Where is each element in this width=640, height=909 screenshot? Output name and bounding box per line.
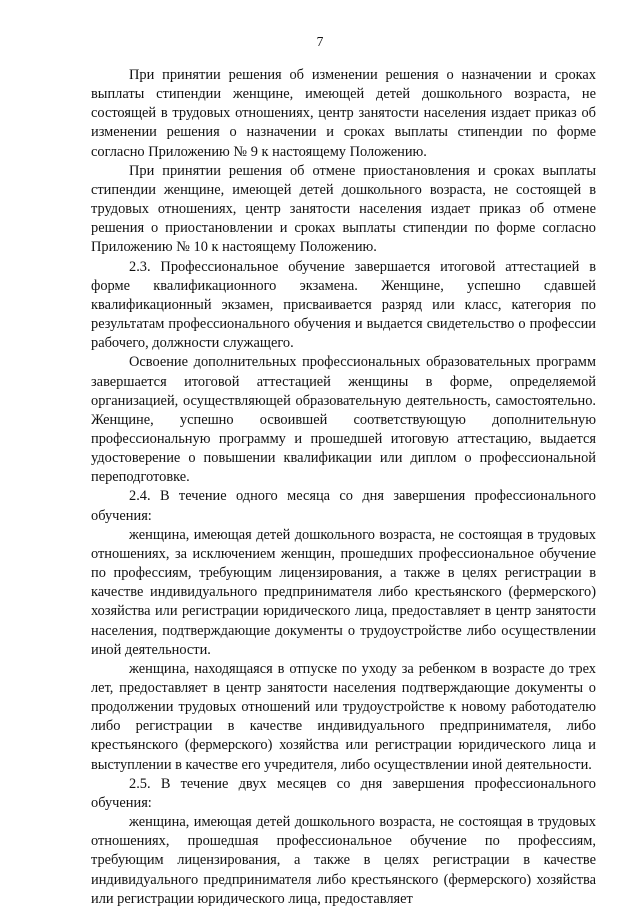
page-number: 7 [316, 34, 324, 49]
paragraph-woman-licensed-professions: женщина, имеющая детей дошкольного возраста, не состоящая в трудовых отношениях, прошедшая профессиональное обучение по профессиям, требующим лицензирования, а также в целях регистрации в качестве индивидуального предпринимателя либо крестьянского (фермерского) хозяйства или регистрации юридического лица, предоставляет [91, 814, 596, 907]
paragraph-section-2-4: 2.4. В течение одного месяца со дня завершения профессионального обучения: [91, 488, 596, 524]
document-body [91, 66, 596, 909]
paragraph-woman-on-leave: женщина, находящаяся в отпуске по уходу за ребенком в возрасте до трех лет, предоставляет в центр занятости населения подтверждающие документы о продолжении трудовых отношений или трудоустройстве к новому работодателю либо регистрации в качестве индивидуального предпринимателя, либо крестьянского (фермерского) хозяйства или регистрации юридического лица и выступлении в качестве его учредителя, либо осуществлении иной деятельности. [91, 660, 596, 773]
paragraph-additional-programs: Освоение дополнительных профессиональных образовательных программ завершается итоговой аттестацией женщины в форме, определяемой организацией, осуществляющей образовательную деятельность, самостоятельно. Женщине, успешно освоившей соответствующую дополнительную профессиональную программу и прошедшей итоговую аттестацию, выдается удостоверение о повышении квалификации или диплом о профессиональной переподготовке. [91, 354, 596, 486]
paragraph-section-2-3: 2.3. Профессиональное обучение завершается итоговой аттестацией в форме квалификационного экзамена. Женщине, успешно сдавшей квалификационный экзамен, присваивается разряд или класс, категория по результатам профессионального обучения и выдается свидетельство о профессии рабочего, должности служащего. [91, 258, 596, 352]
paragraph-cancel-suspension: При принятии решения об отмене приостановления и сроках выплаты стипендии женщине, имеющей детей дошкольного возраста, не состоящей в трудовых отношениях, центр занятости населения издает приказ об отмене решения о приостановлении и сроках выплаты стипендии по форме согласно Приложению № 10 к настоящему Положению. [91, 162, 596, 256]
paragraph-woman-not-employed: женщина, имеющая детей дошкольного возраста, не состоящая в трудовых отношениях, за исключением женщин, прошедших профессиональное обучение по профессиям, требующим лицензирования, а также в целях регистрации в качестве индивидуального предпринимателя либо крестьянского (фермерского) хозяйства или регистрации юридического лица, предоставляет в центр занятости населения, подтверждающие документы о трудоустройстве либо осуществлении иной деятельности. [91, 526, 596, 658]
paragraph-change-decision: При принятии решения об изменении решения о назначении и сроках выплаты стипендии женщине, имеющей детей дошкольного возраста, не состоящей в трудовых отношениях, центр занятости населения издает приказ об изменении решения о назначении и сроках выплаты стипендии по форме согласно Приложению № 9 к настоящему Положению. [91, 67, 596, 160]
paragraph-section-2-5: 2.5. В течение двух месяцев со дня завершения профессионального обучения: [91, 775, 596, 811]
